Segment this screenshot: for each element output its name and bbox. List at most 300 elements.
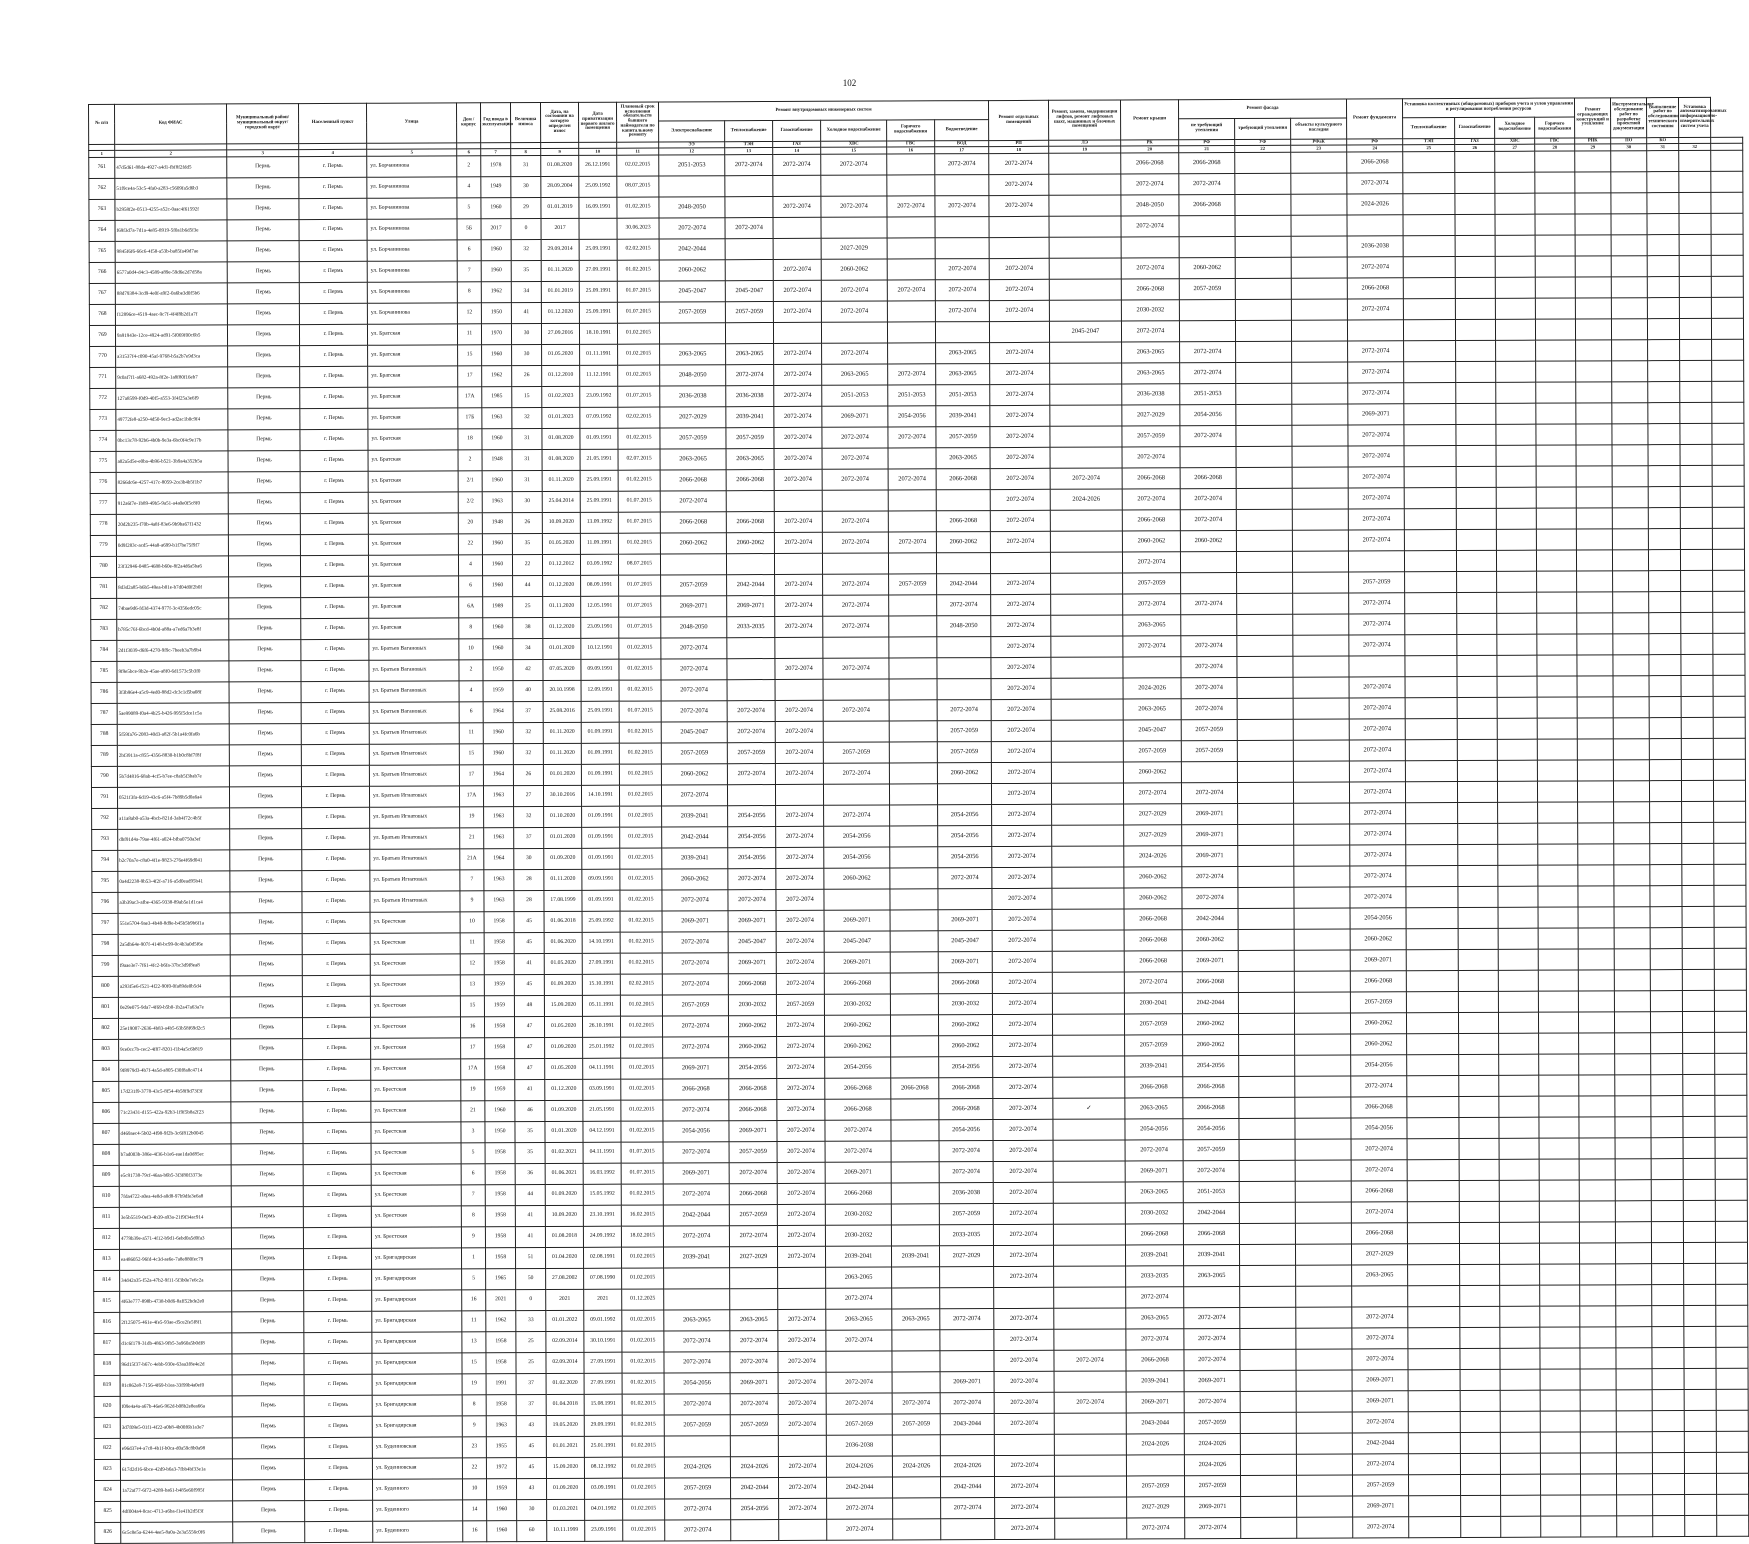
table-cell: 1958 bbox=[486, 1353, 516, 1374]
table-cell: 01.07.2015 bbox=[618, 491, 660, 512]
table-cell: 2072-2074 bbox=[778, 1330, 826, 1351]
empty-cell bbox=[1613, 718, 1649, 739]
empty-cell bbox=[1577, 676, 1613, 697]
table-cell: 01.01.2019 bbox=[541, 197, 579, 218]
table-cell bbox=[1292, 446, 1348, 467]
table-cell: 41 bbox=[515, 1227, 545, 1248]
table-cell: 2072-2074 bbox=[773, 259, 821, 280]
table-cell: 2072-2074 bbox=[1182, 887, 1238, 908]
table-cell: 2072-2074 bbox=[1123, 594, 1181, 615]
table-cell bbox=[887, 154, 935, 175]
header-column-number: 23 bbox=[1291, 145, 1347, 152]
table-cell bbox=[1050, 342, 1122, 363]
table-cell: 2027-2029 bbox=[660, 407, 726, 428]
table-cell bbox=[1052, 993, 1124, 1014]
empty-cell bbox=[1498, 865, 1538, 886]
fias-code-cell: 47d5d61-88da-4927-a4d1-fbf8f2fdd5 bbox=[115, 157, 227, 178]
empty-cell bbox=[1457, 697, 1497, 718]
empty-cell bbox=[1496, 508, 1536, 529]
table-cell: ул. Братьев Игнатовых bbox=[369, 765, 459, 786]
table-cell: ул. Борчанинова bbox=[367, 261, 457, 282]
table-cell: 2072-2074 bbox=[1126, 1329, 1184, 1350]
table-cell: 2060-2062 bbox=[726, 533, 774, 554]
table-cell: 2072-2074 bbox=[993, 1203, 1053, 1224]
table-cell: 01.02.2015 bbox=[621, 1184, 663, 1205]
table-cell: Пермь bbox=[232, 1270, 304, 1291]
table-cell: 2039-2041 bbox=[662, 806, 728, 827]
table-cell bbox=[887, 322, 935, 343]
table-cell bbox=[1293, 635, 1349, 656]
table-cell bbox=[1239, 1118, 1295, 1139]
table-cell: 2072-2074 bbox=[777, 1162, 825, 1183]
table-cell bbox=[1295, 1244, 1351, 1265]
empty-cell bbox=[1576, 361, 1612, 382]
table-cell: 16 bbox=[463, 1521, 487, 1542]
empty-cell bbox=[1613, 550, 1649, 571]
table-cell bbox=[778, 1435, 826, 1456]
fias-code-cell: 8d3d2a85-b6b5-49ea-b01e-b7d04d0f2b0f bbox=[117, 577, 229, 598]
table-cell: 2045-2047 bbox=[1123, 720, 1181, 741]
table-cell: 01.02.2015 bbox=[622, 1268, 664, 1289]
table-cell: 2072-2074 bbox=[776, 952, 824, 973]
table-cell bbox=[1050, 447, 1122, 468]
table-cell: ул. Борчанинова bbox=[367, 282, 457, 303]
table-cell bbox=[892, 1351, 940, 1372]
table-cell: 01.11.1991 bbox=[580, 344, 618, 365]
empty-cell bbox=[1650, 802, 1682, 823]
empty-cell bbox=[1497, 655, 1537, 676]
table-cell: 2054-2056 bbox=[663, 1121, 729, 1142]
table-cell: 2072-2074 bbox=[993, 1077, 1053, 1098]
table-cell: 2072-2074 bbox=[993, 1140, 1053, 1161]
table-cell: 2072-2074 bbox=[1181, 782, 1237, 803]
table-cell: 1960 bbox=[487, 1521, 517, 1542]
empty-cell bbox=[1679, 150, 1711, 171]
empty-cell bbox=[1715, 1095, 1747, 1116]
table-cell: 2072-2074 bbox=[663, 1037, 729, 1058]
table-cell: 17 bbox=[459, 765, 483, 786]
table-cell: 01.02.2015 bbox=[620, 806, 662, 827]
empty-cell bbox=[1613, 634, 1649, 655]
table-cell: Пермь bbox=[232, 1417, 304, 1438]
table-cell: 2030-2032 bbox=[825, 1225, 891, 1246]
table-cell bbox=[731, 1519, 779, 1540]
empty-cell bbox=[1611, 256, 1647, 277]
table-cell bbox=[1295, 1202, 1351, 1223]
table-cell: ул. Бригадирская bbox=[372, 1395, 462, 1416]
table-cell: 01.05.2020 bbox=[545, 1058, 583, 1079]
table-cell: 01.02.2015 bbox=[620, 827, 662, 848]
table-cell: 2072-2074 bbox=[663, 1100, 729, 1121]
table-cell bbox=[887, 217, 935, 238]
table-cell: 2072-2074 bbox=[989, 300, 1049, 321]
table-cell: 12.05.1991 bbox=[581, 596, 619, 617]
table-cell: 2057-2059 bbox=[1181, 740, 1237, 761]
table-cell bbox=[1293, 740, 1349, 761]
empty-cell bbox=[1577, 634, 1613, 655]
table-cell: Пермь bbox=[230, 808, 302, 829]
table-cell: 2063-2065 bbox=[1184, 1265, 1240, 1286]
empty-cell bbox=[1612, 508, 1648, 529]
empty-cell bbox=[1679, 318, 1711, 339]
table-cell: Пермь bbox=[228, 409, 300, 430]
row-number-cell: 778 bbox=[90, 514, 116, 535]
table-cell: 2072-2074 bbox=[1181, 677, 1237, 698]
table-cell bbox=[727, 659, 775, 680]
header-column-number: 29 bbox=[1575, 144, 1611, 151]
table-cell: г. Пермь bbox=[300, 387, 368, 408]
table-cell: 01.12.2010 bbox=[542, 365, 580, 386]
table-cell: Пермь bbox=[232, 1438, 304, 1459]
table-cell: 2072-2074 bbox=[774, 385, 822, 406]
table-cell: 2072-2074 bbox=[826, 1372, 892, 1393]
table-cell: 9 bbox=[462, 1416, 486, 1437]
table-cell bbox=[660, 554, 726, 575]
table-cell: 6 bbox=[459, 702, 483, 723]
table-cell: 2072-2074 bbox=[992, 1014, 1052, 1035]
table-cell: г. Пермь bbox=[299, 219, 367, 240]
empty-cell bbox=[1456, 382, 1496, 403]
empty-cell bbox=[1715, 1221, 1747, 1242]
table-cell: Пермь bbox=[231, 1165, 303, 1186]
table-cell bbox=[1053, 1245, 1125, 1266]
row-number-cell: 823 bbox=[94, 1459, 120, 1480]
table-cell: ул. Брестская bbox=[371, 1101, 461, 1122]
table-cell: 2057-2059 bbox=[892, 1414, 940, 1435]
table-cell bbox=[1295, 1223, 1351, 1244]
empty-cell bbox=[1536, 382, 1576, 403]
table-cell bbox=[775, 784, 823, 805]
table-cell: Пермь bbox=[229, 745, 301, 766]
table-cell: 2066-2068 bbox=[825, 1099, 891, 1120]
table-cell: г. Пермь bbox=[302, 975, 370, 996]
fias-code-cell: 3e5b5519-0ef3-4b39-a93a-21f9f34ac914 bbox=[119, 1207, 231, 1228]
table-cell: 2057-2059 bbox=[823, 742, 889, 763]
fias-code-cell: 88d79384-3cd9-4e0f-a9f2-0a6be3d0f5b6 bbox=[115, 283, 227, 304]
table-cell: 2043-2044 bbox=[940, 1414, 994, 1435]
empty-cell bbox=[1578, 886, 1614, 907]
table-cell: 2072-2074 bbox=[661, 701, 727, 722]
table-cell: 2054-2056 bbox=[1180, 404, 1236, 425]
row-number-cell: 814 bbox=[94, 1270, 120, 1291]
table-cell: 30.10.1991 bbox=[584, 1331, 622, 1352]
empty-cell bbox=[1579, 1054, 1615, 1075]
table-cell: 2027-2029 bbox=[1122, 405, 1180, 426]
empty-cell bbox=[1613, 571, 1649, 592]
table-cell: 2057-2059 bbox=[729, 1142, 777, 1163]
table-cell: 2054-2056 bbox=[664, 1373, 730, 1394]
empty-cell bbox=[1714, 822, 1746, 843]
table-cell: 2072-2074 bbox=[937, 595, 991, 616]
table-cell bbox=[935, 175, 989, 196]
table-cell: 31 bbox=[512, 429, 542, 450]
empty-cell bbox=[1536, 361, 1576, 382]
table-cell bbox=[892, 1330, 940, 1351]
empty-cell bbox=[1404, 383, 1456, 404]
empty-cell bbox=[1501, 1516, 1541, 1537]
header-code-cell: РНК bbox=[1575, 138, 1611, 144]
empty-cell bbox=[1615, 1159, 1651, 1180]
empty-cell bbox=[1711, 297, 1743, 318]
table-cell: 2057-2059 bbox=[727, 743, 775, 764]
header-column-number: 20 bbox=[1121, 146, 1179, 153]
fias-code-cell: 127a8599-f0d9-40f5-a553-3f4f25a3e6f9 bbox=[116, 388, 228, 409]
header-lift-shafts: Ремонт, замена, модернизация лифтов, ремонт лифтовых шахт, машинных и блочных помещений bbox=[1048, 100, 1120, 140]
empty-cell bbox=[1611, 193, 1647, 214]
table-cell: 2030-2032 bbox=[825, 1204, 891, 1225]
table-cell bbox=[1051, 783, 1123, 804]
table-cell: 1958 bbox=[484, 1017, 514, 1038]
table-cell bbox=[1235, 257, 1291, 278]
table-cell: 2072-2074 bbox=[822, 532, 888, 553]
empty-cell bbox=[1648, 382, 1680, 403]
table-cell: 08.07.2015 bbox=[617, 176, 659, 197]
table-cell bbox=[1050, 531, 1122, 552]
table-cell bbox=[1292, 530, 1348, 551]
table-cell bbox=[823, 679, 889, 700]
table-cell: 1960 bbox=[483, 744, 513, 765]
table-cell: 2072-2074 bbox=[773, 196, 821, 217]
table-cell: 2042-2044 bbox=[659, 239, 725, 260]
table-cell: 2024-2026 bbox=[1050, 489, 1122, 510]
table-cell bbox=[990, 552, 1050, 573]
table-cell: 37 bbox=[514, 828, 544, 849]
table-cell: 25.09.1992 bbox=[582, 911, 620, 932]
table-cell: 2072-2074 bbox=[940, 1393, 994, 1414]
empty-cell bbox=[1577, 655, 1613, 676]
empty-cell bbox=[1650, 949, 1682, 970]
table-cell: 2072-2074 bbox=[992, 888, 1052, 909]
fias-code-cell: a02a5d5e-e0ba-4b96-b521-3b9a4a352b5a bbox=[116, 451, 228, 472]
table-cell: 1958 bbox=[485, 1038, 515, 1059]
row-number-cell: 817 bbox=[94, 1333, 120, 1354]
table-cell: 2072-2074 bbox=[990, 447, 1050, 468]
table-cell: ул. Бригадирская bbox=[372, 1374, 462, 1395]
table-cell bbox=[890, 931, 938, 952]
table-cell bbox=[1292, 488, 1348, 509]
empty-cell bbox=[1404, 362, 1456, 383]
table-cell: 2039-2041 bbox=[1125, 1245, 1183, 1266]
table-cell: 25 bbox=[516, 1332, 546, 1353]
empty-cell bbox=[1496, 403, 1536, 424]
empty-cell bbox=[1407, 1055, 1459, 1076]
empty-cell bbox=[1612, 529, 1648, 550]
empty-cell bbox=[1500, 1327, 1540, 1348]
empty-cell bbox=[1498, 844, 1538, 865]
table-cell: г. Пермь bbox=[303, 1143, 371, 1164]
empty-cell bbox=[1713, 654, 1745, 675]
table-cell: 1963 bbox=[482, 492, 512, 513]
table-cell: 2072-2074 bbox=[821, 154, 887, 175]
empty-cell bbox=[1535, 277, 1575, 298]
empty-cell bbox=[1716, 1263, 1748, 1284]
empty-cell bbox=[1679, 297, 1711, 318]
table-cell: 2072-2074 bbox=[824, 805, 890, 826]
empty-cell bbox=[1455, 172, 1495, 193]
table-cell bbox=[1241, 1517, 1297, 1538]
table-cell: 01.02.2015 bbox=[623, 1520, 665, 1541]
header-hot-water: Горячего водоснабжения bbox=[887, 120, 935, 141]
table-cell bbox=[889, 637, 937, 658]
row-number-cell: 793 bbox=[92, 829, 118, 850]
table-cell: 2072-2074 bbox=[990, 363, 1050, 384]
fias-code-cell: 2d1f3039-d6f6-4270-9f9c-7beeb3a7b9b4 bbox=[117, 640, 229, 661]
table-cell: 1962 bbox=[486, 1311, 516, 1332]
table-cell: 2072-2074 bbox=[779, 1498, 827, 1519]
table-cell: 2057-2059 bbox=[661, 743, 727, 764]
row-number-cell: 769 bbox=[89, 325, 115, 346]
table-cell bbox=[1052, 909, 1124, 930]
table-cell bbox=[821, 217, 887, 238]
empty-cell bbox=[1456, 361, 1496, 382]
table-cell bbox=[1295, 1160, 1351, 1181]
table-cell: 2021 bbox=[546, 1289, 584, 1310]
table-cell: 2024-2026 bbox=[664, 1457, 730, 1478]
table-cell: 2072-2074 bbox=[1125, 1140, 1183, 1161]
empty-cell bbox=[1679, 171, 1711, 192]
empty-cell bbox=[1403, 152, 1455, 173]
table-cell: 2024-2026 bbox=[1347, 194, 1403, 215]
empty-cell bbox=[1712, 339, 1744, 360]
table-cell bbox=[1237, 782, 1293, 803]
empty-cell bbox=[1652, 1390, 1684, 1411]
table-cell: 10 bbox=[460, 912, 484, 933]
empty-cell bbox=[1458, 991, 1498, 1012]
fias-code-cell: 2bf3911a-c855-4356-8830-b1b0c8bf7f8f bbox=[117, 745, 229, 766]
table-cell bbox=[1051, 573, 1123, 594]
header-code-cell: ВОД bbox=[935, 141, 989, 147]
table-cell: 1958 bbox=[485, 1227, 515, 1248]
table-cell bbox=[773, 175, 821, 196]
empty-cell bbox=[1403, 173, 1455, 194]
table-cell bbox=[1347, 215, 1403, 236]
empty-cell bbox=[1498, 886, 1538, 907]
table-cell: 01.07.2015 bbox=[618, 512, 660, 533]
table-cell: 2060-2062 bbox=[1124, 888, 1182, 909]
empty-cell bbox=[1459, 1075, 1499, 1096]
table-cell: 2069-2071 bbox=[1348, 404, 1404, 425]
table-cell: 11 bbox=[457, 324, 481, 345]
empty-cell bbox=[1652, 1285, 1684, 1306]
table-cell: 30 bbox=[517, 1500, 547, 1521]
empty-cell bbox=[1680, 486, 1712, 507]
table-cell: 2072-2074 bbox=[940, 1309, 994, 1330]
table-cell bbox=[664, 1436, 730, 1457]
empty-cell bbox=[1535, 172, 1575, 193]
table-cell: 13 bbox=[462, 1332, 486, 1353]
table-cell: 2057-2059 bbox=[1184, 1475, 1240, 1496]
fias-code-cell: 0d9f283c-acd5-44a8-a699-b1f7be75f9f7 bbox=[116, 535, 228, 556]
empty-cell bbox=[1681, 696, 1713, 717]
table-cell: 42 bbox=[513, 660, 543, 681]
table-cell: 2045-2047 bbox=[728, 932, 776, 953]
table-cell: 34 bbox=[511, 282, 541, 303]
table-cell: г. Пермь bbox=[301, 576, 369, 597]
table-cell: 2063-2065 bbox=[730, 1310, 778, 1331]
empty-cell bbox=[1578, 865, 1614, 886]
fias-code-cell: 0521f3fa-6d19-43c6-a5f4-7b89b5d0a6a4 bbox=[117, 787, 229, 808]
table-cell: 01.02.2015 bbox=[623, 1478, 665, 1499]
empty-cell bbox=[1497, 571, 1537, 592]
table-cell bbox=[1294, 1013, 1350, 1034]
table-cell: 2051-2053 bbox=[659, 155, 725, 176]
table-cell: ул. Бригадирская bbox=[371, 1248, 461, 1269]
header-gas: Газоснабжение bbox=[773, 120, 821, 141]
empty-cell bbox=[1580, 1453, 1616, 1474]
empty-cell bbox=[1455, 319, 1495, 340]
header-column-number: 21 bbox=[1179, 145, 1235, 152]
empty-cell bbox=[1537, 613, 1577, 634]
table-cell: г. Пермь bbox=[304, 1332, 372, 1353]
empty-cell bbox=[1611, 151, 1647, 172]
empty-cell bbox=[1408, 1307, 1460, 1328]
empty-cell bbox=[1712, 360, 1744, 381]
empty-cell bbox=[1538, 970, 1578, 991]
empty-cell bbox=[1580, 1369, 1616, 1390]
table-cell: 2072-2074 bbox=[1123, 636, 1181, 657]
empty-cell bbox=[1578, 844, 1614, 865]
table-cell: 1963 bbox=[483, 786, 513, 807]
table-cell bbox=[1294, 803, 1350, 824]
table-cell: 41 bbox=[514, 954, 544, 975]
table-cell: 02.02.2015 bbox=[620, 974, 662, 995]
empty-cell bbox=[1498, 949, 1538, 970]
empty-cell bbox=[1580, 1306, 1616, 1327]
empty-cell bbox=[1652, 1369, 1684, 1390]
table-cell bbox=[1054, 1455, 1126, 1476]
table-cell: 2063-2065 bbox=[726, 449, 774, 470]
table-cell: Пермь bbox=[227, 241, 299, 262]
table-cell: 04.11.1991 bbox=[583, 1142, 621, 1163]
table-cell: 2060-2062 bbox=[728, 1016, 776, 1037]
row-number-cell: 779 bbox=[90, 535, 116, 556]
table-cell bbox=[774, 553, 822, 574]
table-cell: 4 bbox=[458, 555, 482, 576]
table-cell: 2072-2074 bbox=[990, 531, 1050, 552]
table-cell: 01.02.2015 bbox=[622, 1352, 664, 1373]
table-cell: 2063-2065 bbox=[1122, 363, 1180, 384]
table-cell: 2072-2074 bbox=[1349, 698, 1405, 719]
table-cell: 20.10.1998 bbox=[543, 680, 581, 701]
table-cell: г. Пермь bbox=[302, 849, 370, 870]
table-cell bbox=[1054, 1476, 1126, 1497]
table-cell: 2057-2059 bbox=[726, 428, 774, 449]
table-cell: 2072-2074 bbox=[991, 573, 1051, 594]
table-cell: ул. Братская bbox=[367, 324, 457, 345]
table-cell: 23.09.1991 bbox=[585, 1520, 623, 1541]
empty-cell bbox=[1541, 1516, 1581, 1537]
table-cell: 2057-2059 bbox=[826, 1414, 892, 1435]
table-cell: 2072-2074 bbox=[993, 1224, 1053, 1245]
table-cell: 2072-2074 bbox=[730, 1394, 778, 1415]
table-cell: 2072-2074 bbox=[1351, 1202, 1407, 1223]
table-cell: 1950 bbox=[481, 303, 511, 324]
table-cell: 2072-2074 bbox=[776, 847, 824, 868]
table-cell: 43 bbox=[516, 1416, 546, 1437]
table-cell: 2072-2074 bbox=[992, 951, 1052, 972]
table-cell bbox=[1238, 908, 1294, 929]
empty-cell bbox=[1683, 1116, 1715, 1137]
table-cell: 11 bbox=[460, 933, 484, 954]
row-number-cell: 764 bbox=[89, 220, 115, 241]
table-cell bbox=[1236, 404, 1292, 425]
table-cell bbox=[891, 1162, 939, 1183]
table-cell: 2051-2053 bbox=[822, 385, 888, 406]
table-cell: 2066-2068 bbox=[1351, 1223, 1407, 1244]
empty-cell bbox=[1580, 1243, 1616, 1264]
table-cell: 07.08.1990 bbox=[584, 1268, 622, 1289]
empty-cell bbox=[1500, 1411, 1540, 1432]
